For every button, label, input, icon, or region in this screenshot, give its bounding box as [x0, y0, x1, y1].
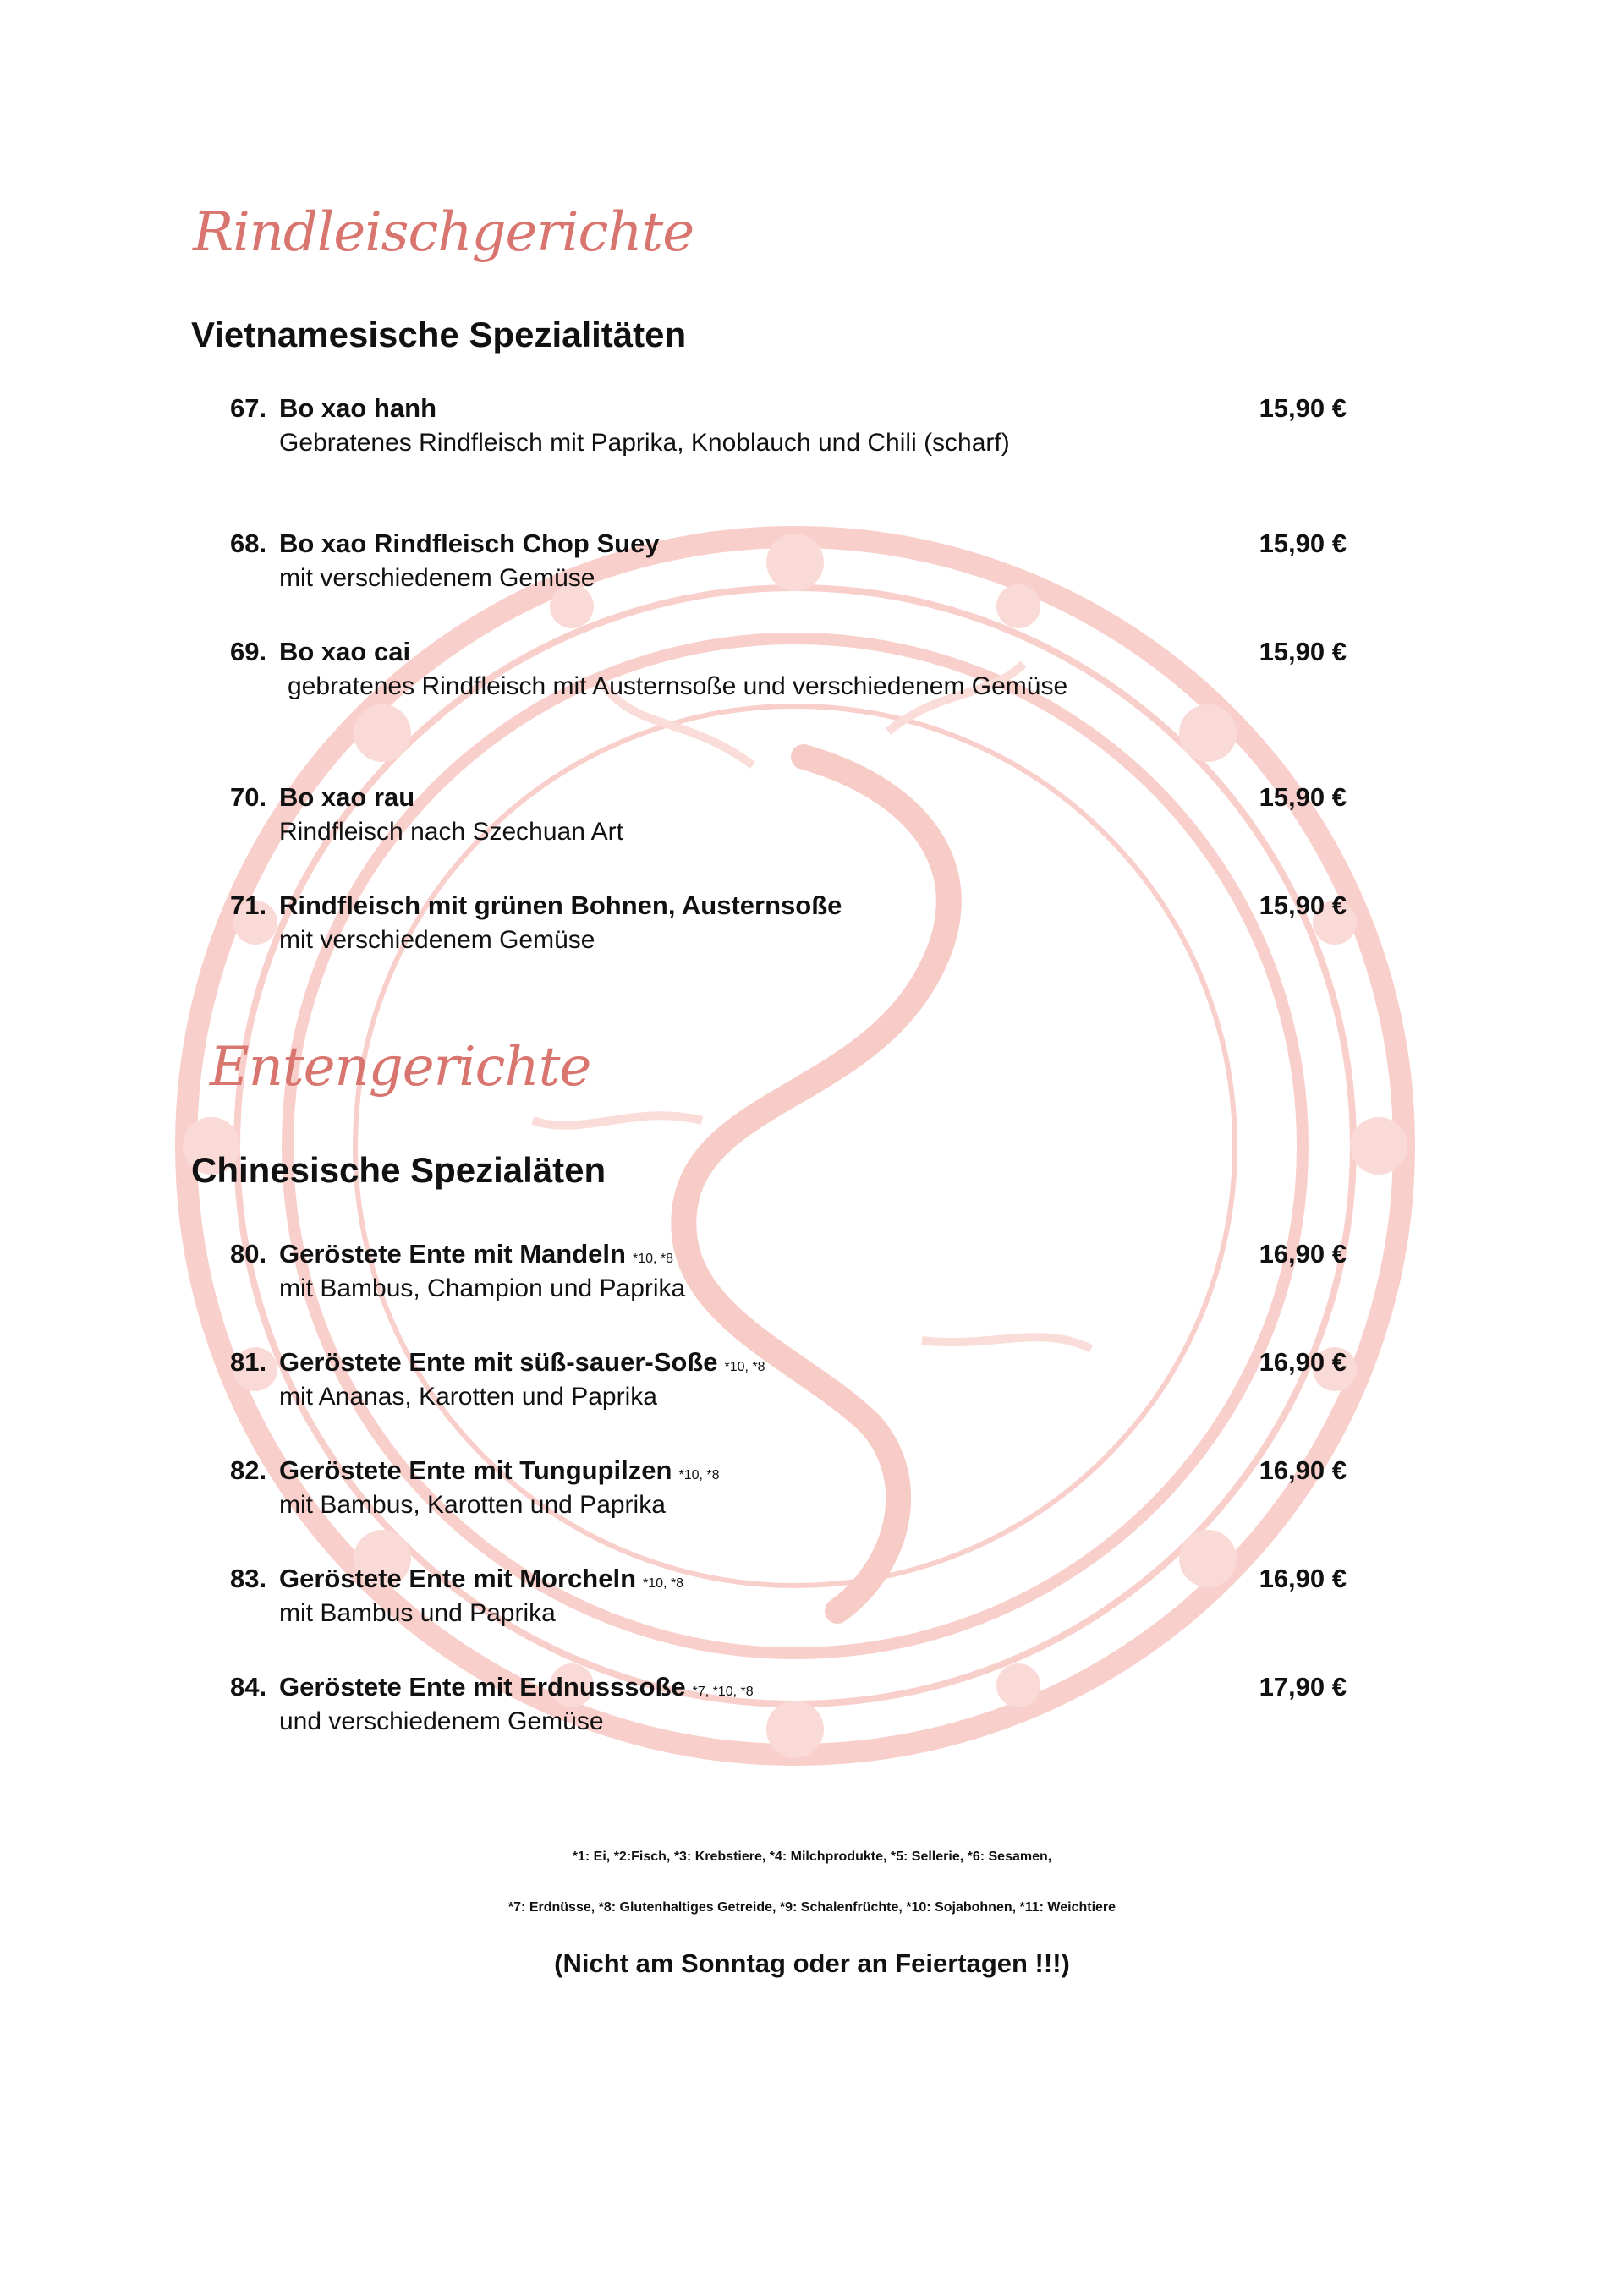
menu-item-84 — [230, 1672, 1347, 1736]
menu-item-67 — [230, 393, 1347, 458]
allergen-codes: *10, *8 — [678, 1468, 720, 1482]
item-price: 15,90 € — [1259, 782, 1347, 812]
menu-item-82 — [230, 1455, 1347, 1520]
item-number: 69. — [230, 637, 267, 666]
allergen-codes: *10, *8 — [643, 1576, 684, 1591]
item-description: mit Bambus, Champion und Paprika — [279, 1274, 686, 1302]
section-heading-vietnamese: Vietnamesische Spezialitäten — [191, 315, 687, 354]
item-price: 17,90 € — [1259, 1672, 1347, 1701]
item-name: Geröstete Ente mit Morcheln — [279, 1564, 637, 1593]
section-heading-chinese: Chinesische Spezialäten — [191, 1150, 606, 1190]
item-description: Gebratenes Rindfleisch mit Paprika, Knoblauch und Chili (scharf) — [279, 429, 1010, 457]
item-price: 15,90 € — [1259, 393, 1347, 423]
item-name: Geröstete Ente mit Erdnusssoße — [279, 1672, 686, 1701]
item-name: Bo xao rau — [279, 782, 415, 812]
item-description: mit Bambus und Paprika — [279, 1599, 556, 1627]
item-number: 84. — [230, 1672, 267, 1701]
item-description: gebratenes Rindfleisch mit Austernsoße und verschiedenem Gemüse — [288, 672, 1068, 700]
item-name: Bo xao cai — [279, 637, 411, 666]
allergen-codes: *7, *10, *8 — [692, 1685, 754, 1699]
allergen-legend-line-1: *1: Ei, *2:Fisch, *3: Krebstiere, *4: Milchprodukte, *5: Sellerie, *6: Sesamen, — [572, 1849, 1052, 1864]
section-title-beef: Rindleischgerichte — [193, 201, 694, 264]
allergen-codes: *10, *8 — [724, 1360, 765, 1374]
item-name: Bo xao Rindfleisch Chop Suey — [279, 529, 660, 558]
allergen-legend-line-2: *7: Erdnüsse, *8: Glutenhaltiges Getreide, *9: Schalenfrüchte, *10: Sojabohnen, *11: Weichtiere — [508, 1900, 1116, 1915]
item-number: 82. — [230, 1455, 267, 1485]
item-description: mit verschiedenem Gemüse — [279, 926, 595, 954]
item-number: 68. — [230, 529, 267, 558]
item-price: 15,90 € — [1259, 890, 1347, 920]
menu-item-81 — [230, 1347, 1347, 1411]
menu-item-80 — [230, 1239, 1347, 1303]
item-name: Bo xao hanh — [279, 393, 437, 423]
menu-item-83 — [230, 1564, 1347, 1628]
item-description: mit Ananas, Karotten und Paprika — [279, 1383, 657, 1411]
item-description: Rindfleisch nach Szechuan Art — [279, 818, 623, 846]
item-number: 70. — [230, 782, 267, 812]
availability-notice: (Nicht am Sonntag oder an Feiertagen !!!) — [554, 1948, 1070, 1978]
item-name: Rindfleisch mit grünen Bohnen, Austernsoße — [279, 890, 842, 920]
item-name: Geröstete Ente mit Mandeln — [279, 1239, 626, 1269]
menu-item-70 — [230, 782, 1347, 847]
item-number: 83. — [230, 1564, 267, 1593]
menu-item-68 — [230, 529, 1347, 593]
item-price: 15,90 € — [1259, 637, 1347, 666]
item-price: 15,90 € — [1259, 529, 1347, 558]
item-description: und verschiedenem Gemüse — [279, 1707, 604, 1735]
item-price: 16,90 € — [1259, 1347, 1347, 1377]
item-number: 67. — [230, 393, 267, 423]
section-title-duck: Entengerichte — [210, 1036, 591, 1099]
item-name: Geröstete Ente mit Tungupilzen — [279, 1455, 672, 1485]
item-description: mit Bambus, Karotten und Paprika — [279, 1491, 666, 1519]
item-name: Geröstete Ente mit süß-sauer-Soße — [279, 1347, 718, 1377]
item-number: 80. — [230, 1239, 267, 1269]
menu-item-71 — [230, 890, 1347, 955]
allergen-codes: *10, *8 — [632, 1252, 674, 1266]
item-number: 81. — [230, 1347, 267, 1377]
item-price: 16,90 € — [1259, 1564, 1347, 1593]
item-price: 16,90 € — [1259, 1239, 1347, 1269]
menu-item-69 — [230, 637, 1347, 701]
item-price: 16,90 € — [1259, 1455, 1347, 1485]
item-number: 71. — [230, 890, 267, 920]
item-description: mit verschiedenem Gemüse — [279, 564, 595, 592]
